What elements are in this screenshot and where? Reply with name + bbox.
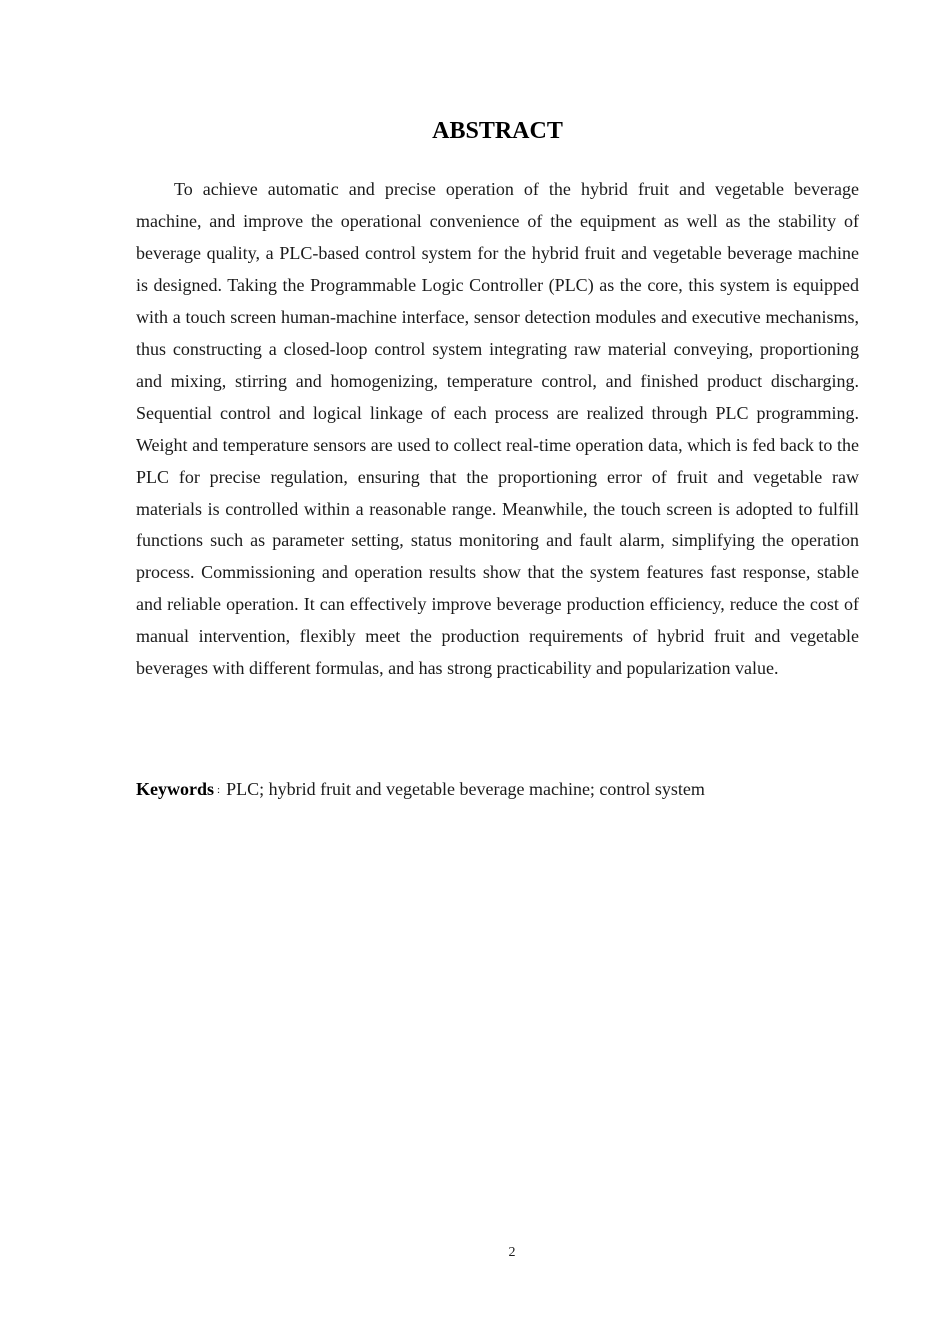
keywords-line <box>136 774 859 805</box>
keywords-label: Keywords <box>136 779 214 799</box>
keywords-separator: : <box>217 784 221 796</box>
page-number: 2 <box>508 1245 516 1260</box>
keywords-text: PLC; hybrid fruit and vegetable beverage machine; control system <box>226 779 705 799</box>
abstract-title: ABSTRACT <box>432 118 563 144</box>
abstract-paragraph: To achieve automatic and precise operation of the hybrid fruit and vegetable beverage machine, and improve the operational convenience of the equipment as well as the stability of beverage quality, a PLC-based control system for the hybrid fruit and vegetable beverage machine is designed. Taking the Programmable Logic Controller (PLC) as the core, this system is equipped with a touch screen human-machine interface, sensor detection modules and executive mechanisms, thus constructing a closed-loop control system integrating raw material conveying, proportioning and mixing, stirring and homogenizing, temperature control, and finished product discharging. Sequential control and logical linkage of each process are realized through PLC programming. Weight and temperature sensors are used to collect real-time operation data, which is fed back to the PLC for precise regulation, ensuring that the proportioning error of fruit and vegetable raw materials is controlled within a reasonable range. Meanwhile, the touch screen is adopted to fulfill functions such as parameter setting, status monitoring and fault alarm, simplifying the operation process. Commissioning and operation results show that the system features fast response, stable and reliable operation. It can effectively improve beverage production efficiency, reduce the cost of manual intervention, flexibly meet the production requirements of hybrid fruit and vegetable beverages with different formulas, and has strong practicability and popularization value. <box>136 179 859 679</box>
